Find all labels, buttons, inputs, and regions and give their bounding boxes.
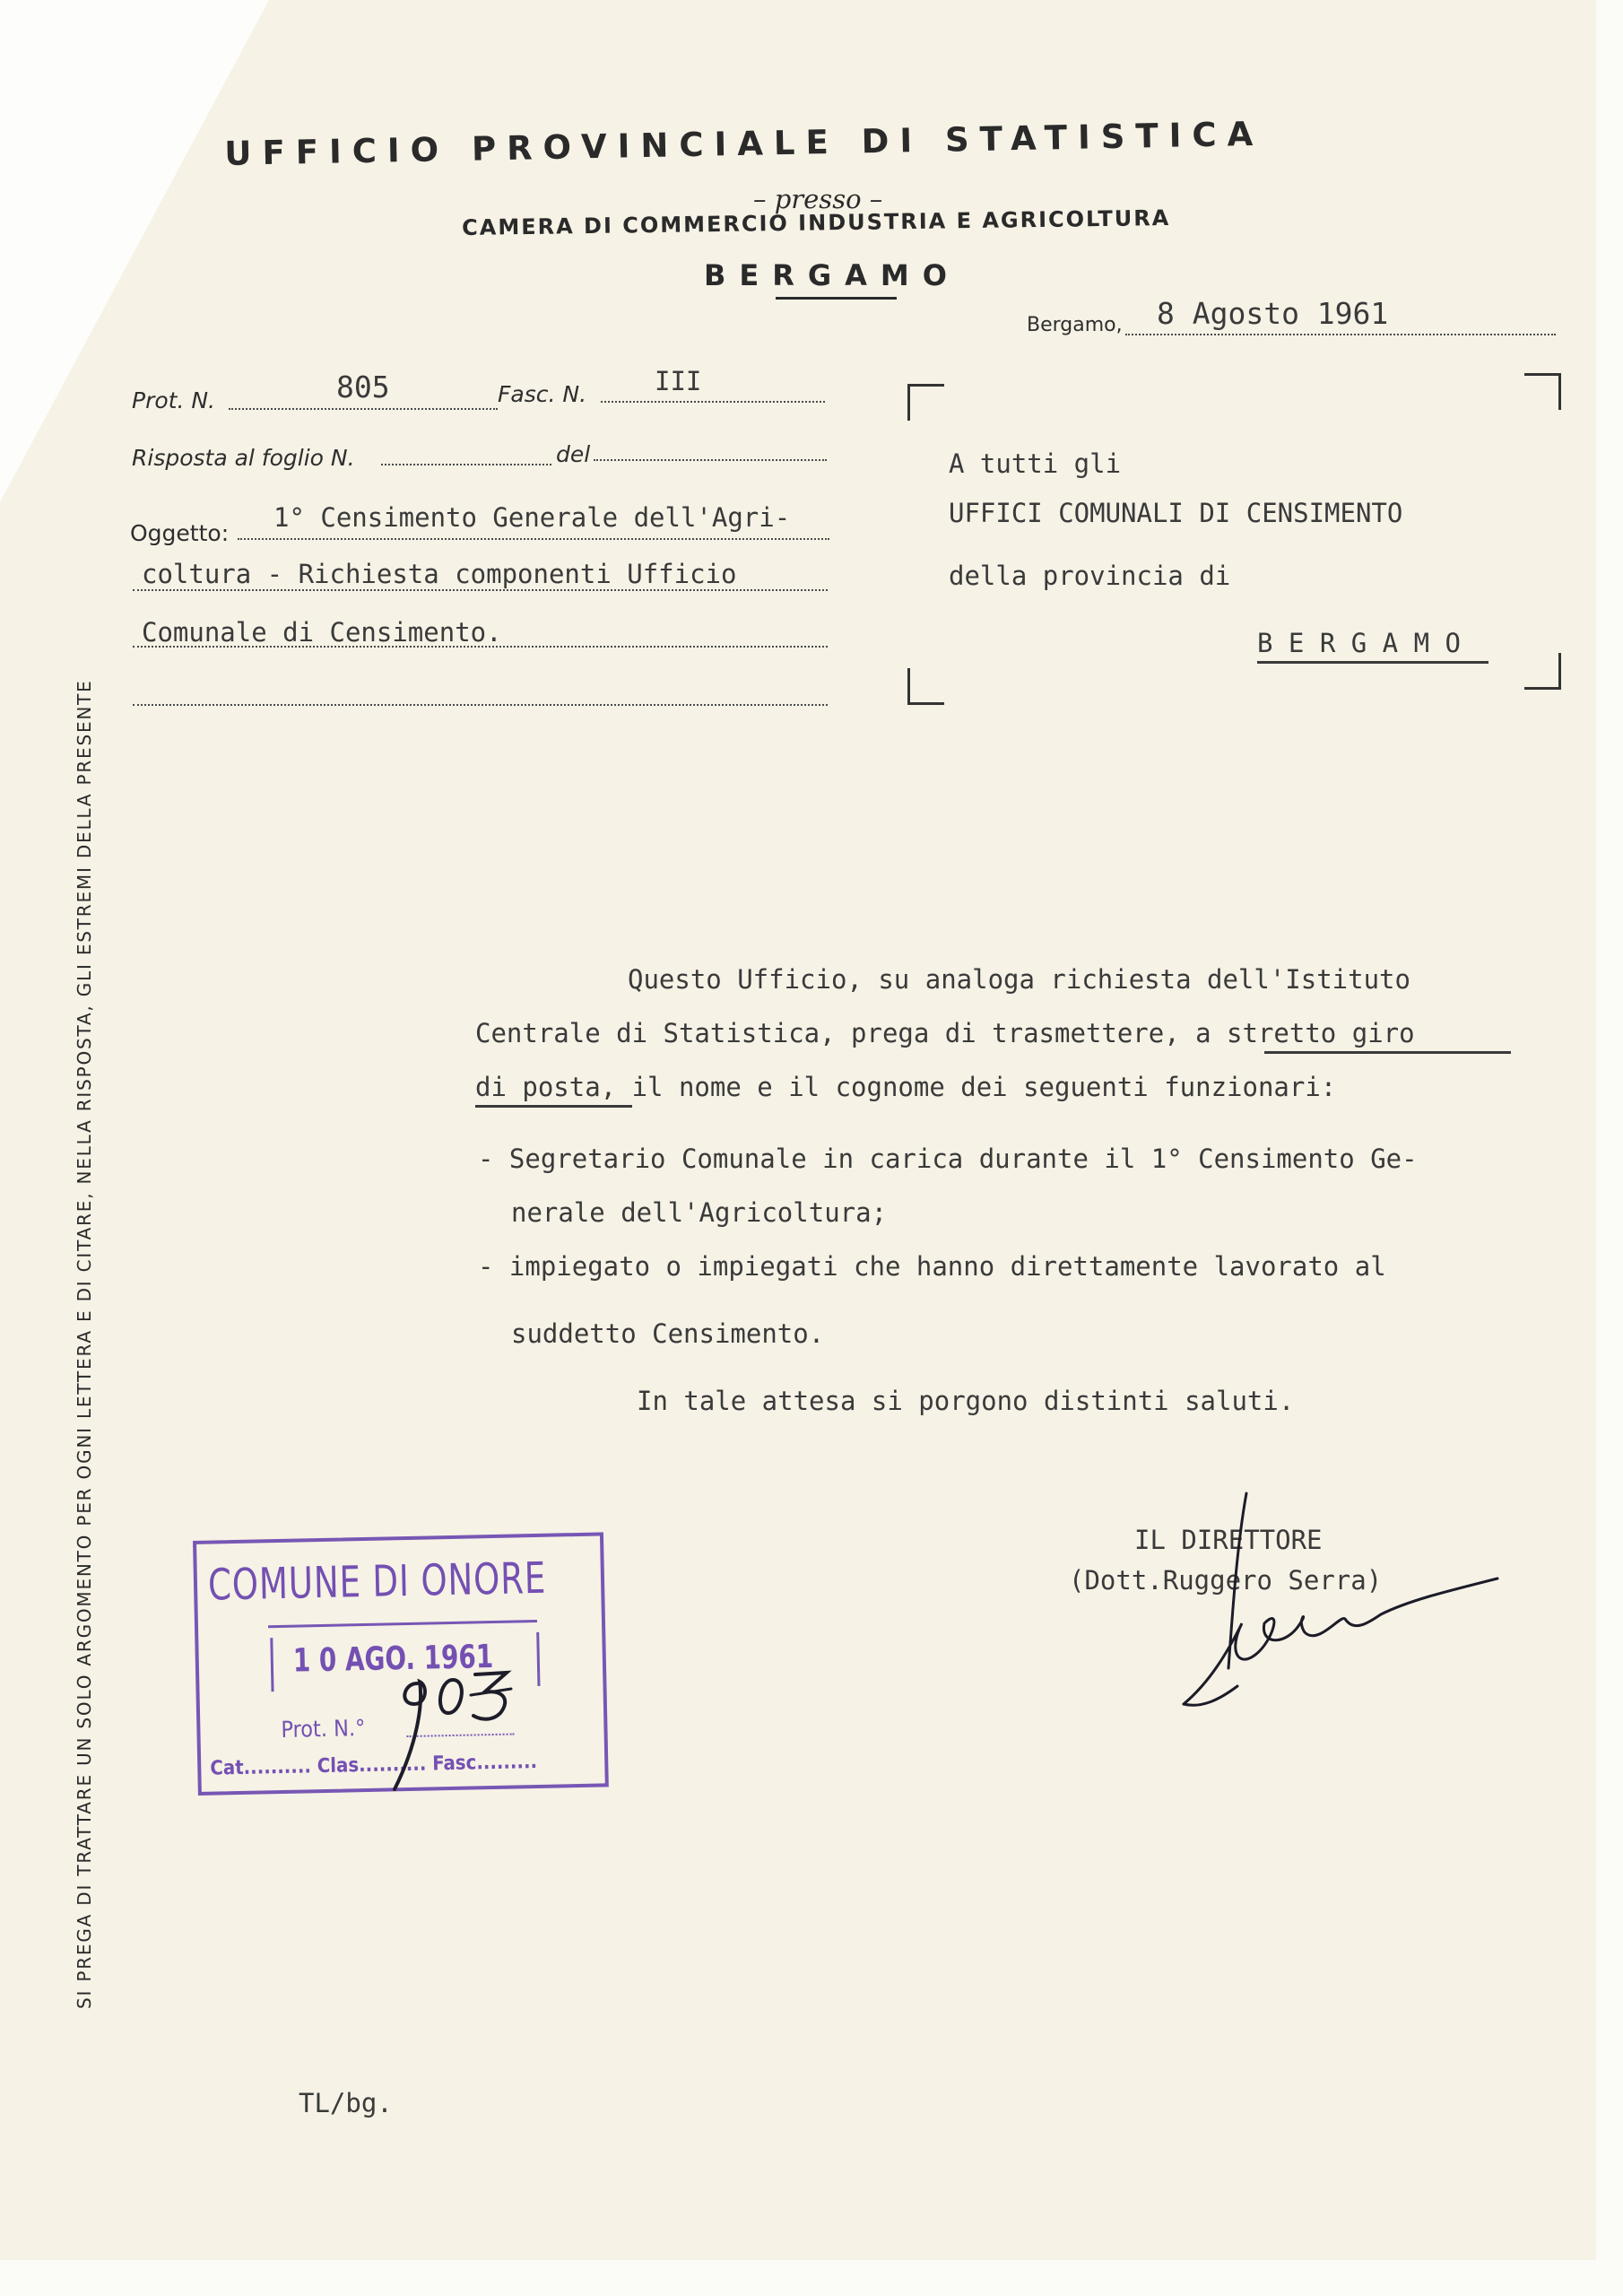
- fasc-dotted-line: [601, 401, 825, 403]
- address-corner-bottom-left: [907, 668, 944, 705]
- signature-title: IL DIRETTORE: [1134, 1525, 1323, 1555]
- stamp-date: 1 0 AGO. 1961: [292, 1639, 494, 1680]
- subject-line-3: Comunale di Censimento.: [142, 617, 502, 648]
- recipient-line-3: della provincia di: [949, 561, 1231, 591]
- address-corner-top-left: [907, 384, 944, 421]
- stamp-classification: Cat.......... Clas.......... Fasc.........: [210, 1751, 538, 1780]
- body-line-6: - impiegato o impiegati che hanno direttamente lavorato al: [478, 1251, 1386, 1282]
- fasc-value: III: [655, 366, 702, 396]
- subject-dotted-line-2: [133, 589, 828, 591]
- letterhead-city-underline: [776, 297, 897, 300]
- subject-line-1: 1° Censimento Generale dell'Agri-: [273, 502, 791, 533]
- handwritten-signature: [1175, 1489, 1515, 1713]
- letterhead-office: UFFICIO PROVINCIALE DI STATISTICA: [224, 114, 1264, 173]
- recipient-line-2: UFFICI COMUNALI DI CENSIMENTO: [949, 498, 1403, 528]
- recipient-line-1: A tutti gli: [949, 448, 1122, 479]
- subject-dotted-line-4: [133, 704, 828, 706]
- recipient-city: B E R G A M O: [1257, 628, 1461, 658]
- address-corner-top-right: [1524, 373, 1561, 410]
- scan-edge-bottom: [0, 2260, 1623, 2296]
- letterhead-city: BERGAMO: [704, 258, 960, 292]
- body-line-1: Questo Ufficio, su analoga richiesta dell'Istituto: [628, 964, 1410, 995]
- prot-value: 805: [336, 370, 390, 404]
- handwritten-protocol-number: [386, 1664, 547, 1798]
- del-dotted-line: [594, 459, 827, 461]
- letterhead-presso: – presso –: [753, 184, 883, 214]
- risposta-dotted-line: [381, 464, 551, 465]
- letterhead-chamber: CAMERA DI COMMERCIO INDUSTRIA E AGRICOLTURA: [462, 204, 1171, 240]
- subject-dotted-line-1: [238, 538, 829, 540]
- risposta-label: Risposta al foglio N.: [132, 445, 355, 471]
- body-line-4: - Segretario Comunale in carica durante il 1° Censimento Ge-: [478, 1144, 1418, 1174]
- address-corner-bottom-right: [1524, 653, 1561, 690]
- underline-di-posta: [475, 1105, 632, 1108]
- body-line-3: di posta, il nome e il cognome dei seguenti funzionari:: [475, 1072, 1337, 1102]
- stamp-divider: [268, 1620, 537, 1628]
- typist-initials: TL/bg.: [299, 2088, 393, 2118]
- recipient-city-underline: [1257, 661, 1488, 664]
- body-line-2: Centrale di Statistica, prega di trasmettere, a stretto giro: [475, 1018, 1415, 1048]
- subject-line-2: coltura - Richiesta componenti Ufficio: [142, 559, 737, 589]
- body-line-7: suddetto Censimento.: [511, 1318, 825, 1349]
- stamp-municipality: COMUNE DI ONORE: [207, 1552, 547, 1611]
- subject-dotted-line-3: [133, 646, 828, 648]
- body-line-5: nerale dell'Agricoltura;: [511, 1197, 888, 1228]
- side-instruction: SI PREGA DI TRATTARE UN SOLO ARGOMENTO PER OGNI LETTERA E DI CITARE, NELLA RISPOSTA, GLI ESTREMI DELLA PRESENTE: [74, 679, 95, 2009]
- underline-a-stretto-giro: [1264, 1051, 1511, 1054]
- signature-name: (Dott.Ruggero Serra): [1069, 1565, 1383, 1596]
- subject-label: Oggetto:: [130, 520, 230, 546]
- scan-edge-right: [1596, 0, 1623, 2296]
- date-value: 8 Agosto 1961: [1157, 296, 1389, 331]
- stamp-prot-label: Prot. N.°: [281, 1715, 366, 1743]
- prot-label: Prot. N.: [132, 387, 215, 413]
- torn-corner: [0, 0, 269, 502]
- del-label: del: [556, 441, 591, 467]
- fasc-label: Fasc. N.: [498, 381, 587, 407]
- date-label: Bergamo,: [1027, 314, 1123, 336]
- prot-dotted-line: [229, 408, 498, 410]
- body-closing: In tale attesa si porgono distinti saluti.: [637, 1386, 1295, 1416]
- date-dotted-line: [1125, 334, 1556, 335]
